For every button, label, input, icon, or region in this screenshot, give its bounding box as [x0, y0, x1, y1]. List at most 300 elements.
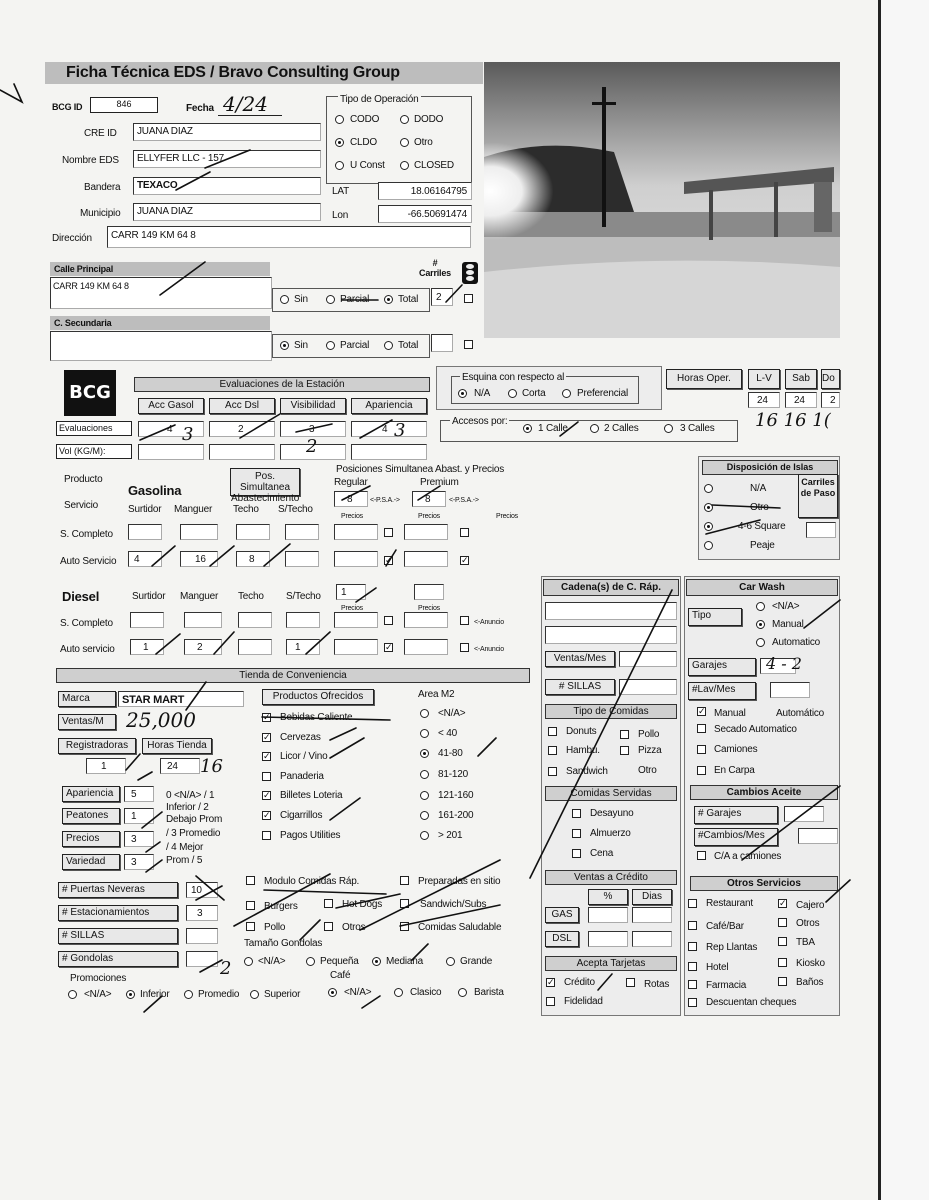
- estacionamientos-field[interactable]: [186, 905, 218, 921]
- area-121-160-label: 121-160: [438, 790, 474, 801]
- kiosko-checkbox[interactable]: [778, 958, 787, 967]
- diesel-title: Diesel: [62, 589, 100, 604]
- secundaria-carriles-field[interactable]: [431, 334, 453, 352]
- tba-label: TBA: [796, 937, 815, 948]
- gas-as-techo[interactable]: [236, 551, 270, 567]
- bandera-field[interactable]: [133, 177, 321, 195]
- prod-bebidas-checkbox[interactable]: ✓: [263, 712, 271, 722]
- dsl-pos-field[interactable]: [336, 584, 366, 600]
- accesos-1calle-radio[interactable]: [523, 424, 532, 433]
- tienda-apariencia-field[interactable]: [124, 786, 154, 802]
- saludable-checkbox[interactable]: [400, 922, 409, 931]
- scale-line-5: Prom / 5: [166, 855, 203, 866]
- dsl-as-manguer[interactable]: [184, 639, 222, 655]
- dsl-sc-anuncio-checkbox[interactable]: [460, 616, 469, 625]
- saludable-label: Comidas Saludable: [418, 922, 502, 933]
- dsl-sc-stecho[interactable]: [286, 612, 320, 628]
- promo-promedio-radio[interactable]: [184, 990, 193, 999]
- otro-radio[interactable]: [400, 138, 409, 147]
- accesos-3calles-radio[interactable]: [664, 424, 673, 433]
- horas-lv-button[interactable]: L-V: [748, 369, 780, 389]
- evaluaciones-title: Evaluaciones de la Estación: [134, 377, 430, 392]
- cafe-bar-checkbox[interactable]: [688, 921, 697, 930]
- gas-autoservicio-label: Auto Servicio: [60, 556, 117, 567]
- hotel-label: Hotel: [706, 962, 729, 973]
- horas-lv-value: 24: [757, 395, 768, 406]
- tamano-na-radio[interactable]: [244, 957, 253, 966]
- donuts-label: Donuts: [566, 726, 597, 737]
- regular-label: Regular: [334, 477, 368, 488]
- secundaria-total-radio[interactable]: [384, 341, 393, 350]
- registradoras-field[interactable]: [86, 758, 126, 774]
- cre-field[interactable]: [133, 123, 321, 141]
- vol-apariencia-field[interactable]: [351, 444, 427, 460]
- gas-as-techo-value: 8: [249, 554, 255, 565]
- credito-gas-label: GAS: [545, 907, 579, 923]
- tienda-precios-value: 3: [131, 834, 137, 845]
- dsl-as-stecho[interactable]: [286, 639, 320, 655]
- otro-label: Otro: [414, 137, 433, 148]
- variedad-label: Variedad: [62, 854, 120, 870]
- dsl-as-surtidor[interactable]: [130, 639, 164, 655]
- aceite-garajes-label: # Garajes: [694, 806, 778, 824]
- carwash-manual-check-label: Manual: [714, 708, 746, 719]
- dsl-sc-anuncio-label: <-Anuncio: [474, 619, 504, 626]
- gas-col-techo: Techo: [233, 504, 259, 515]
- closed-radio[interactable]: [400, 161, 409, 170]
- scale-line-3: / 3 Promedio: [166, 828, 221, 839]
- accesos-label: Accesos por:: [452, 416, 508, 427]
- dsl-col-manguer: Manguer: [180, 591, 219, 602]
- dsl-as-precio-2[interactable]: [404, 639, 448, 655]
- prod-cigarrillos-checkbox[interactable]: ✓: [263, 810, 271, 820]
- puertas-field[interactable]: [186, 882, 218, 898]
- gasolina-title: Gasolina: [128, 483, 182, 498]
- dsl-as-techo[interactable]: [238, 639, 272, 655]
- carwash-auto-radio[interactable]: [756, 638, 765, 647]
- secundaria-sin-radio[interactable]: [280, 341, 289, 350]
- eval-acc-gasol-value: 4: [167, 424, 173, 435]
- gas-as-surtidor[interactable]: [128, 551, 162, 567]
- horas-lv-field[interactable]: [748, 392, 780, 408]
- registradoras-value: 1: [101, 761, 107, 772]
- cadenas-title: Cadena(s) de C. Ráp.: [543, 579, 679, 596]
- modulo-checkbox[interactable]: [246, 876, 255, 885]
- area-81-120-radio[interactable]: [420, 770, 429, 779]
- rep-llantas-label: Rep Llantas: [706, 942, 758, 953]
- cre-value: JUANA DIAZ: [137, 126, 193, 137]
- esquina-preferencial-radio[interactable]: [562, 389, 571, 398]
- gas-sc-surtidor[interactable]: [128, 524, 162, 540]
- tienda-precios-field[interactable]: [124, 831, 154, 847]
- disp-peaje-label: Peaje: [750, 540, 775, 551]
- gas-as-prem-checkbox[interactable]: ✓: [461, 555, 469, 565]
- principal-parcial-radio[interactable]: [326, 295, 335, 304]
- bandera-value: TEXACO: [137, 180, 178, 191]
- dsl-as-manguer-value: 2: [197, 642, 203, 653]
- farmacia-label: Farmacia: [706, 980, 747, 991]
- acepta-tarjetas-title: Acepta Tarjetas: [545, 956, 677, 971]
- gas-as-reg-checkbox[interactable]: ✓: [385, 555, 393, 565]
- hotdogs-checkbox[interactable]: [324, 899, 333, 908]
- tienda-precios-label: Precios: [62, 831, 120, 847]
- lat-value: 18.06164795: [410, 186, 467, 197]
- principal-total-radio[interactable]: [384, 295, 393, 304]
- tienda-sillas-field[interactable]: [186, 928, 218, 944]
- eval-col-visibilidad[interactable]: Visibilidad: [280, 398, 346, 414]
- tienda-title: Tienda de Conveniencia: [56, 668, 530, 683]
- prod-loteria-label: Billetes Loteria: [280, 790, 343, 801]
- fecha-label: Fecha: [186, 103, 214, 114]
- tipo-comidas-title: Tipo de Comidas: [545, 704, 677, 719]
- pos-simultanea-label: Pos. Simultanea Abastecimiento: [231, 471, 300, 504]
- producto-label: Producto: [64, 474, 103, 485]
- scale-line-0: 0 <N/A> / 1: [166, 790, 215, 801]
- prod-licor-label: Licor / Vino: [280, 751, 328, 762]
- kiosko-label: Kiosko: [796, 958, 825, 969]
- principal-sin-radio[interactable]: [280, 295, 289, 304]
- accesos-1calle-label: 1 Calle: [538, 423, 568, 434]
- secundaria-light-checkbox[interactable]: [464, 340, 473, 349]
- marca-field[interactable]: [118, 691, 244, 707]
- carwash-lavmes-field[interactable]: [770, 682, 810, 698]
- direccion-field[interactable]: [107, 226, 471, 248]
- desayuno-label: Desayuno: [590, 808, 634, 819]
- carriles-field[interactable]: [431, 288, 453, 306]
- promo-superior-radio[interactable]: [250, 990, 259, 999]
- prod-cervezas-checkbox[interactable]: ✓: [263, 732, 271, 742]
- eval-apariencia-field[interactable]: [351, 421, 427, 437]
- servicio-label: Servicio: [64, 500, 98, 511]
- cafe-clasico-label: Clasico: [410, 987, 442, 998]
- puertas-value: 10: [191, 885, 202, 896]
- bcg-id-field[interactable]: 846: [90, 97, 158, 113]
- prod-loteria-checkbox[interactable]: ✓: [263, 790, 271, 800]
- esquina-title: Esquina con respecto al: [462, 372, 565, 383]
- horas-do-field[interactable]: [821, 392, 840, 408]
- carwash-na-radio[interactable]: [756, 602, 765, 611]
- tienda-pollo-checkbox[interactable]: [246, 922, 255, 931]
- pollo-checkbox[interactable]: [620, 730, 629, 739]
- horas-oper-button[interactable]: Horas Oper.: [666, 369, 742, 389]
- variedad-field[interactable]: [124, 854, 154, 870]
- premium-psa-field[interactable]: [412, 491, 446, 507]
- codo-radio[interactable]: [335, 115, 344, 124]
- premium-psa-value: 8: [425, 494, 431, 505]
- dsl-precios-label-2: Precios: [418, 605, 440, 612]
- burgers-checkbox[interactable]: [246, 901, 255, 910]
- sandwich-subs-checkbox[interactable]: [400, 899, 409, 908]
- tamano-mediana-radio[interactable]: [372, 957, 381, 966]
- sandwich-checkbox[interactable]: [548, 767, 557, 776]
- principal-light-checkbox[interactable]: [464, 294, 473, 303]
- vol-row-label: Vol (KG/M):: [56, 444, 132, 459]
- direccion-label: Dirección: [52, 233, 92, 244]
- area-41-80-radio[interactable]: [420, 749, 429, 758]
- cre-label: CRE ID: [84, 128, 117, 139]
- disp-peaje-radio[interactable]: [704, 541, 713, 550]
- calle-secundaria-field[interactable]: [50, 331, 272, 361]
- hotdogs-label: Hot Dogs: [342, 899, 383, 910]
- prod-panaderia-checkbox[interactable]: [262, 772, 271, 781]
- credito-gas-pct[interactable]: [588, 907, 628, 923]
- dsl-col-surtidor: Surtidor: [132, 591, 166, 602]
- prod-licor-checkbox[interactable]: ✓: [263, 751, 271, 761]
- gas-as-surtidor-value: 4: [134, 554, 140, 565]
- hambu-label: Hambu.: [566, 745, 600, 756]
- cena-checkbox[interactable]: [572, 849, 581, 858]
- tba-checkbox[interactable]: [778, 937, 787, 946]
- dsl-col-stecho: S/Techo: [286, 591, 321, 602]
- cadenas-sillas-field[interactable]: [619, 679, 677, 695]
- gas-sc-techo[interactable]: [236, 524, 270, 540]
- esquina-corta-radio[interactable]: [508, 389, 517, 398]
- ca-camiones-label: C/A a camiones: [714, 851, 782, 862]
- rotas-checkbox[interactable]: [626, 978, 635, 987]
- cafe-bar-label: Café/Bar: [706, 921, 744, 932]
- dsl-sc-techo[interactable]: [238, 612, 272, 628]
- credito-gas-dias[interactable]: [632, 907, 672, 923]
- ventas-label: Ventas/M: [58, 714, 116, 730]
- cadenas-ventas-field[interactable]: [619, 651, 677, 667]
- dsl-sc-surtidor[interactable]: [130, 612, 164, 628]
- camiones-label: Camiones: [714, 744, 758, 755]
- eval-visibilidad-value: 3: [309, 424, 315, 435]
- dodo-radio[interactable]: [400, 115, 409, 124]
- gas-sc-stecho[interactable]: [285, 524, 319, 540]
- area-161-200-radio[interactable]: [420, 811, 429, 820]
- gas-precios-label-2: Precios: [418, 513, 440, 520]
- calle-secundaria-label: C. Secundaria: [54, 318, 112, 328]
- rep-llantas-checkbox[interactable]: [688, 942, 697, 951]
- cadenas-field-1[interactable]: [545, 602, 677, 620]
- promo-na-radio[interactable]: [68, 990, 77, 999]
- gas-col-stecho: S/Techo: [278, 504, 313, 515]
- tienda-pollo-label: Pollo: [264, 922, 286, 933]
- modulo-label: Modulo Comidas Ráp.: [264, 876, 360, 887]
- tamano-grande-radio[interactable]: [446, 957, 455, 966]
- estacionamientos-value: 3: [197, 908, 203, 919]
- gas-col-surtidor: Surtidor: [128, 504, 162, 515]
- gas-as-precio-reg[interactable]: [334, 551, 378, 567]
- accesos-2calles-radio[interactable]: [590, 424, 599, 433]
- tamano-na-label: <N/A>: [258, 956, 286, 967]
- scale-line-1: Inferior / 2: [166, 802, 209, 813]
- peatones-label: Peatones: [62, 808, 120, 824]
- lat-field[interactable]: [378, 182, 472, 200]
- camiones-checkbox[interactable]: [697, 745, 706, 754]
- almuerzo-checkbox[interactable]: [572, 829, 581, 838]
- cena-label: Cena: [590, 848, 614, 859]
- sandwich-label: Sandwich: [566, 766, 608, 777]
- aceite-garajes-field[interactable]: [784, 806, 824, 822]
- aceite-cambios-field[interactable]: [798, 828, 838, 844]
- burgers-label: Burgers: [264, 901, 298, 912]
- lon-field[interactable]: [378, 205, 472, 223]
- gas-sc-prem-checkbox[interactable]: [460, 528, 469, 537]
- eval-col-apariencia[interactable]: Apariencia: [351, 398, 427, 414]
- horas-do-button[interactable]: Do: [821, 369, 840, 389]
- credito-dias-header: Dias: [632, 889, 672, 905]
- municipio-field[interactable]: [133, 203, 321, 221]
- regular-psa-value: 8: [347, 494, 353, 505]
- horas-sab-button[interactable]: Sab: [785, 369, 817, 389]
- peatones-field[interactable]: [124, 808, 154, 824]
- cadenas-ventas-label: Ventas/Mes: [545, 651, 615, 667]
- bcg-logo: [64, 370, 116, 416]
- descuentan-label: Descuentan cheques: [706, 997, 797, 1008]
- en-carpa-label: En Carpa: [714, 765, 755, 776]
- calle-principal-field[interactable]: [50, 277, 272, 309]
- productos-ofrecidos-button[interactable]: Productos Ofrecidos: [262, 689, 374, 705]
- horas-tienda-field[interactable]: [160, 758, 200, 774]
- carwash-auto-label: Automatico: [772, 637, 821, 648]
- regular-psa-field[interactable]: [334, 491, 368, 507]
- gas-as-manguer[interactable]: [180, 551, 218, 567]
- gas-as-precio-prem[interactable]: [404, 551, 448, 567]
- restaurant-label: Restaurant: [706, 898, 753, 909]
- promociones-title: Promociones: [70, 973, 127, 984]
- credito-checkbox[interactable]: ✓: [547, 977, 555, 987]
- credito-dsl-dias[interactable]: [632, 931, 672, 947]
- gas-as-manguer-value: 16: [195, 554, 206, 565]
- carriles-paso-button[interactable]: [798, 474, 838, 518]
- rotas-label: Rotas: [644, 979, 670, 990]
- disp-otro-label: Otro: [750, 502, 769, 513]
- cajero-checkbox[interactable]: ✓: [779, 898, 787, 908]
- area-na-radio[interactable]: [420, 709, 429, 718]
- dsl-as-anuncio-checkbox[interactable]: [460, 643, 469, 652]
- restaurant-checkbox[interactable]: [688, 899, 697, 908]
- cajero-label: Cajero: [796, 900, 825, 911]
- en-carpa-checkbox[interactable]: [697, 766, 706, 775]
- promo-promedio-label: Promedio: [198, 989, 240, 1000]
- horas-sab-value: 24: [794, 395, 805, 406]
- credito-label: Crédito: [564, 977, 595, 988]
- dsl-sc-precio[interactable]: [334, 612, 378, 628]
- gas-sc-manguer[interactable]: [180, 524, 218, 540]
- fidelidad-checkbox[interactable]: [546, 997, 555, 1006]
- farmacia-checkbox[interactable]: [688, 980, 697, 989]
- otros-checkbox[interactable]: [778, 918, 787, 927]
- hotel-checkbox[interactable]: [688, 962, 697, 971]
- vol-acc-dsl-field[interactable]: [209, 444, 275, 460]
- tamano-pequena-radio[interactable]: [306, 957, 315, 966]
- area-121-160-radio[interactable]: [420, 791, 429, 800]
- horas-tienda-handwriting: 16: [200, 756, 223, 777]
- cafe-barista-radio[interactable]: [458, 988, 467, 997]
- descuentan-checkbox[interactable]: [688, 998, 697, 1007]
- area-gt201-radio[interactable]: [420, 831, 429, 840]
- gas-sc-precio-prem[interactable]: [404, 524, 448, 540]
- cldo-radio[interactable]: [335, 138, 344, 147]
- tienda-otros-checkbox[interactable]: [324, 922, 333, 931]
- pizza-checkbox[interactable]: [620, 746, 629, 755]
- gas-sc-reg-checkbox[interactable]: [384, 528, 393, 537]
- bcg-logo-text: BCG: [69, 382, 111, 403]
- carriles-paso-field[interactable]: [806, 522, 836, 538]
- gondolas-field[interactable]: [186, 951, 218, 967]
- credito-dsl-pct[interactable]: [588, 931, 628, 947]
- gas-sc-precio-reg[interactable]: [334, 524, 378, 540]
- carwash-manual-checkbox[interactable]: ✓: [698, 706, 706, 716]
- banos-checkbox[interactable]: [778, 977, 787, 986]
- preparadas-checkbox[interactable]: [400, 876, 409, 885]
- area-title: Area M2: [418, 689, 455, 700]
- cafe-na-radio[interactable]: [328, 988, 337, 997]
- dsl-as-checkbox[interactable]: ✓: [385, 642, 393, 652]
- vol-acc-gasol-field[interactable]: [138, 444, 204, 460]
- estacionamientos-label: # Estacionamientos: [58, 905, 178, 921]
- esquina-na-radio[interactable]: [458, 389, 467, 398]
- eval-visibilidad-field[interactable]: [280, 421, 346, 437]
- principal-parcial-label: Parcial: [340, 294, 370, 305]
- banos-label: Baños: [796, 977, 824, 988]
- eval-acc-dsl-field[interactable]: [209, 421, 275, 437]
- marca-label: Marca: [58, 691, 116, 707]
- pos-simultanea-button[interactable]: [230, 468, 300, 504]
- promo-inferior-radio[interactable]: [126, 990, 135, 999]
- almuerzo-label: Almuerzo: [590, 828, 631, 839]
- dsl-sc-checkbox[interactable]: [384, 616, 393, 625]
- codo-label: CODO: [350, 114, 380, 125]
- gas-col-manguer: Manguer: [174, 504, 213, 515]
- ca-camiones-checkbox[interactable]: [697, 851, 706, 860]
- eval-col-acc-dsl[interactable]: Acc Dsl: [209, 398, 275, 414]
- dsl-sc-manguer[interactable]: [184, 612, 222, 628]
- credito-dsl-label: DSL: [545, 931, 579, 947]
- dsl-sc-precio-2[interactable]: [404, 612, 448, 628]
- secado-checkbox[interactable]: [697, 724, 706, 733]
- dsl-as-precio[interactable]: [334, 639, 378, 655]
- nombre-field[interactable]: [133, 150, 321, 168]
- secundaria-parcial-radio[interactable]: [326, 341, 335, 350]
- eval-acc-gasol-field[interactable]: [138, 421, 204, 437]
- municipio-label: Municipio: [80, 208, 121, 219]
- accesos-3calles-label: 3 Calles: [680, 423, 715, 434]
- disp-otro-radio[interactable]: [704, 503, 713, 512]
- dsl-pos-field-2[interactable]: [414, 584, 444, 600]
- cadenas-sillas-label: # SILLAS: [545, 679, 615, 695]
- scale-line-4: / 4 Mejor: [166, 842, 204, 853]
- horas-sab-field[interactable]: [785, 392, 817, 408]
- hambu-checkbox[interactable]: [548, 746, 557, 755]
- principal-total-label: Total: [398, 294, 419, 305]
- disp-na-radio[interactable]: [704, 484, 713, 493]
- form-title: Ficha Técnica EDS / Bravo Consulting Group: [66, 64, 400, 81]
- ventas-handwriting: 25,000: [126, 708, 196, 732]
- prod-utilities-checkbox[interactable]: [262, 831, 271, 840]
- otros-label: Otros: [796, 918, 820, 929]
- horas-do-value: 2: [830, 395, 836, 406]
- gondolas-handwriting: 2: [220, 958, 232, 979]
- carwash-manual-radio[interactable]: [756, 620, 765, 629]
- nombre-value: ELLYFER LLC - 157: [137, 153, 225, 164]
- eval-col-acc-gasol[interactable]: Acc Gasol: [138, 398, 204, 414]
- cadenas-field-2[interactable]: [545, 626, 677, 644]
- uconst-radio[interactable]: [335, 161, 344, 170]
- donuts-checkbox[interactable]: [548, 727, 557, 736]
- desayuno-checkbox[interactable]: [572, 809, 581, 818]
- gas-as-stecho[interactable]: [285, 551, 319, 567]
- carwash-manual-label: Manual: [772, 619, 804, 630]
- cafe-clasico-radio[interactable]: [394, 988, 403, 997]
- esquina-preferencial-label: Preferencial: [577, 388, 628, 399]
- disp-square-radio[interactable]: [704, 522, 713, 531]
- premium-label: Premium: [420, 477, 459, 488]
- area-lt40-radio[interactable]: [420, 729, 429, 738]
- dsl-as-stecho-value: 1: [295, 642, 301, 653]
